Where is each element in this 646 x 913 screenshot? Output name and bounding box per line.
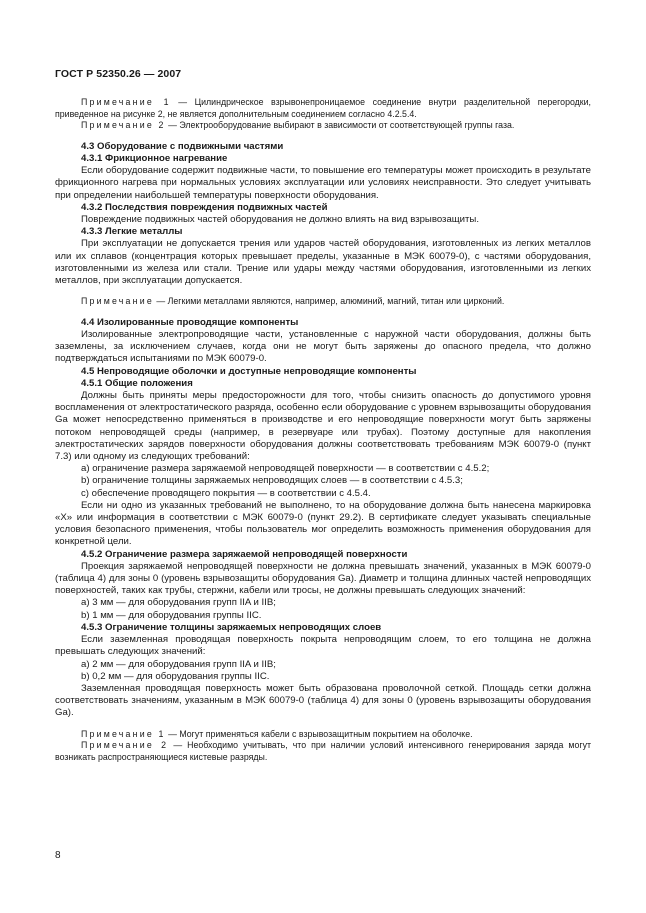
section-heading-4-5-3: 4.5.3 Ограничение толщины заряжаемых непроводящих слоев xyxy=(81,621,382,633)
note-text: — Необходимо учитывать, что при наличии условий интенсивного генерирования заряда могут возникать распространяющиеся кистевые разряды. xyxy=(55,740,591,762)
note-label: Примечание xyxy=(81,296,154,307)
list-item: b) 0,2 мм — для оборудования группы IIC. xyxy=(81,670,270,682)
list-item: a) ограничение размера заряжаемой непроводящей поверхности — в соответствии с 4.5.2; xyxy=(81,463,490,475)
note-bottom-1 xyxy=(55,729,591,741)
note-text: — Легкими металлами являются, например, алюминий, магний, титан или цирконий. xyxy=(153,296,505,307)
paragraph-4-5-1-b: Если ни одно из указанных требований не выполнено, то на оборудование должна быть нанесена маркировка «X» или информация в соответствии с МЭК 60079-0 (пункт 29.2). В сертификате следует указывать специальные условия безопасного применения, чтобы пользователь мог определить возможность применения оборудования для конкретной цели. xyxy=(55,499,591,548)
section-heading-4-5-2: 4.5.2 Ограничение размера заряжаемой непроводящей поверхности xyxy=(81,548,408,560)
note-label: Примечание 1 xyxy=(81,97,171,107)
note-label: Примечание 1 xyxy=(81,728,166,739)
document-body xyxy=(55,97,591,763)
section-heading-4-4: 4.4 Изолированные проводящие компоненты xyxy=(81,316,299,328)
paragraph-4-5-3: Если заземленная проводящая поверхность покрыта непроводящим слоем, то его толщина не должна превышать следующих значений: xyxy=(55,634,591,658)
note-top-1 xyxy=(55,97,591,120)
section-heading-4-3-2: 4.3.2 Последствия повреждения подвижных частей xyxy=(81,201,328,213)
note-label: Примечание 2 xyxy=(81,120,166,131)
note-bottom-2 xyxy=(55,740,591,763)
section-heading-4-3-3: 4.3.3 Легкие металлы xyxy=(81,226,183,238)
list-item: b) 1 мм — для оборудования группы IIC. xyxy=(81,609,262,621)
note-4-3-3 xyxy=(55,296,591,308)
section-heading-4-5-1: 4.5.1 Общие положения xyxy=(81,377,193,389)
list-item: a) 2 мм — для оборудования групп IIA и IIB; xyxy=(81,658,276,670)
section-heading-4-3: 4.3 Оборудование с подвижными частями xyxy=(81,140,284,152)
paragraph-4-3-3: При эксплуатации не допускается трения или ударов частей оборудования, изготовленных из легких металлов или их сплавов (концентрация которых превышает пределы, указанные в МЭК 60079-0), с частями оборудования, изготовленными из железа или стали. Трение или удары между частями оборудования, изготовленными из легких металлов, при эксплуатации допускается. xyxy=(55,238,591,287)
paragraph-4-5-1: Должны быть приняты меры предосторожности для того, чтобы снизить опасность до допустимого уровня воспламенения от электростатического разряда, особенно если оборудование с уровнем взрывозащиты оборудования Ga может непосредственно применяться в производстве и его непроводящие поверхности могут быть заряжены потоком непроводящей среды (например, в резервуаре или трубах). Поэтому доступные для накопления электростатических зарядов поверхности оборудования должны соответствовать требованиям МЭК 60079-0 (пункт 7.3) или одному из следующих требований: xyxy=(55,390,591,463)
paragraph-4-5-3-b: Заземленная проводящая поверхность может быть образована проволочной сеткой. Площадь сетки должна соответствовать значениям, указанным в МЭК 60079-0 (таблица 4) для зоны 0 (уровень взрывозащиты оборудования Ga). xyxy=(55,682,591,719)
note-top-2 xyxy=(55,120,591,132)
note-text: — Электрооборудование выбирают в зависимости от соответствующей группы газа. xyxy=(165,120,515,131)
standard-header: ГОСТ Р 52350.26 — 2007 xyxy=(55,68,182,80)
paragraph-4-3-1: Если оборудование содержит подвижные части, то повышение его температуры может происходить в результате фрикционного нагрева при нормальных условиях эксплуатации или условиях неисправности. Это следует учитывать при определении наибольшей температуры поверхности оборудования. xyxy=(55,165,591,201)
note-text: — Цилиндрическое взрывонепроницаемое соединение внутри разделительной перегородки, приведенное на рисунке 2, не является дополнительным соединением согласно 4.2.5.4. xyxy=(55,97,591,119)
list-item: b) ограничение толщины заряжаемых непроводящих слоев — в соответствии с 4.5.3; xyxy=(81,475,463,487)
paragraph-4-4: Изолированные электропроводящие части, установленные с наружной части оборудования, должны быть заземлены, за исключением случаев, когда они не могут быть заряжены до опасного предела, что должно подтверждаться испытаниями по МЭК 60079-0. xyxy=(55,329,591,365)
note-text: — Могут применяться кабели с взрывозащитным покрытием на оболочке. xyxy=(165,728,473,739)
section-heading-4-3-1: 4.3.1 Фрикционное нагревание xyxy=(81,152,228,164)
paragraph-4-5-2: Проекция заряжаемой непроводящей поверхности не должна превышать значений, указанных в МЭК 60079-0 (таблица 4) для зоны 0 (уровень взрывозащиты оборудования Ga). Диаметр и толщина длинных частей непроводящих поверхностей, таких как трубы, стержни, кабели или тросы, не должны превышать следующих значений: xyxy=(55,560,591,597)
paragraph-4-3-2: Повреждение подвижных частей оборудования не должно влиять на вид взрывозащиты. xyxy=(81,214,479,225)
note-label: Примечание 2 xyxy=(81,740,169,751)
list-item: a) 3 мм — для оборудования групп IIA и IIB; xyxy=(81,597,276,609)
page-number: 8 xyxy=(55,850,61,861)
section-heading-4-5: 4.5 Непроводящие оболочки и доступные непроводящие компоненты xyxy=(81,365,417,377)
list-item: c) обеспечение проводящего покрытия — в соответствии с 4.5.4. xyxy=(81,487,371,499)
